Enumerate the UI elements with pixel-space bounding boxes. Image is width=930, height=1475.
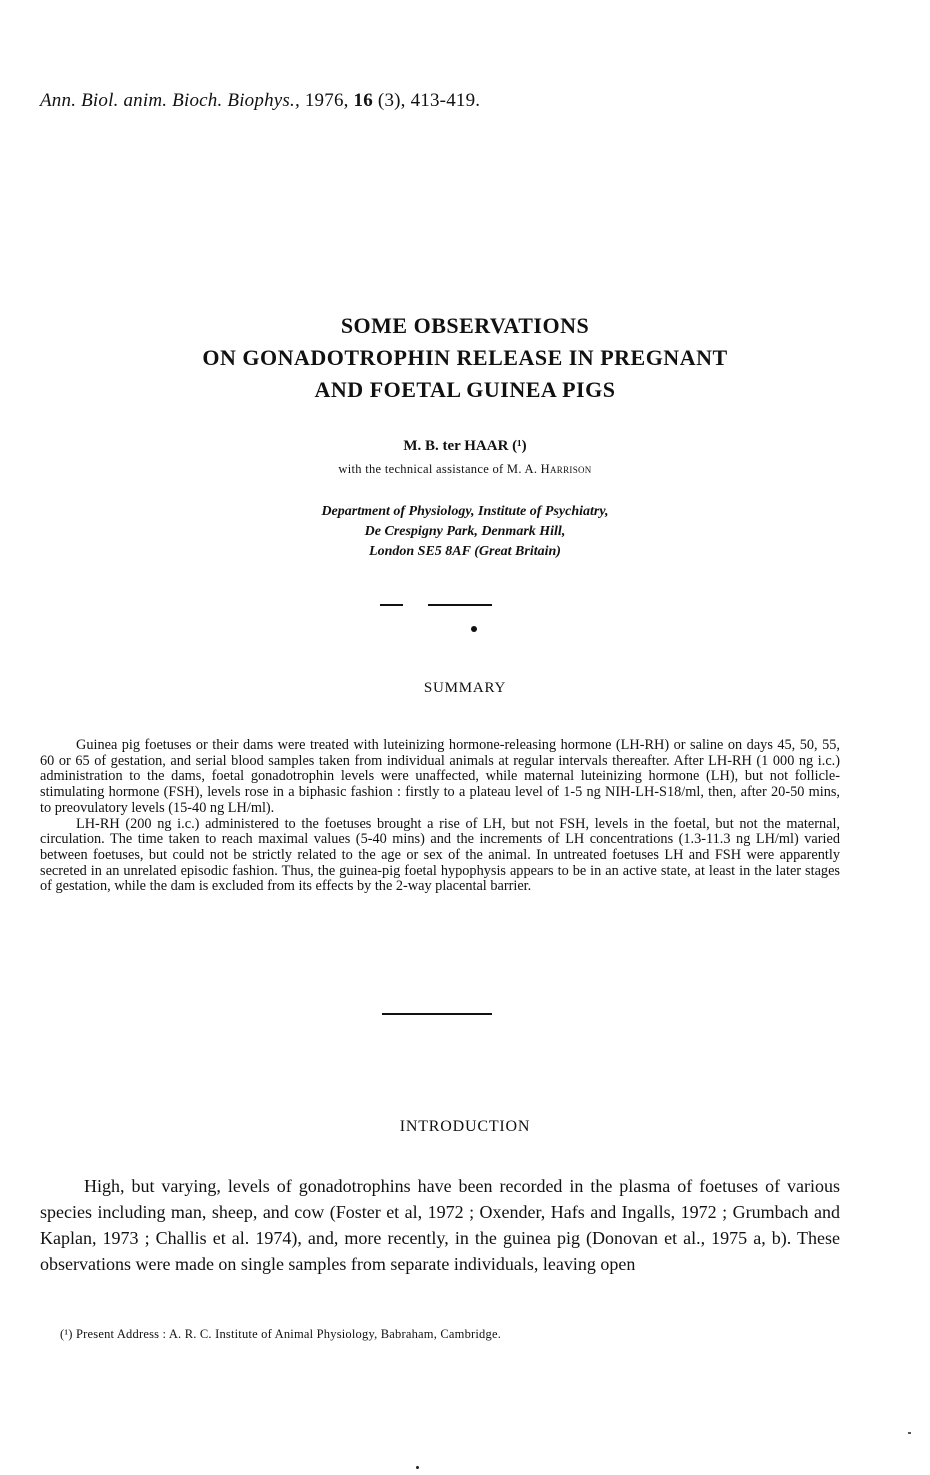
assistant-name: M. A. Harrison: [506, 462, 592, 476]
summary-body: [40, 738, 840, 895]
separator-dash-long: [428, 604, 492, 606]
introduction-paragraph-1: High, but varying, levels of gonadotrophins have been recorded in the plasma of foetuses of various species including man, sheep, and cow (Foster et al, 1972 ; Oxender, Hafs and Ingalls, 1972 ; Grumbach and Kaplan, 1973 ; Challis et al. 1974), and, more recently, in the guinea pig (Donovan et al., 1975 a, b). These observations were made on single samples from separate individuals, leaving open: [40, 1176, 840, 1274]
paper-title-line-2: ON GONADOTROPHIN RELEASE IN PREGNANT: [202, 345, 728, 370]
section-divider: [382, 1013, 492, 1015]
summary-heading: SUMMARY: [423, 680, 507, 696]
separator-dot: [471, 626, 477, 632]
paper-title-line-3: AND FOETAL GUINEA PIGS: [314, 377, 616, 402]
summary-paragraph-1: Guinea pig foetuses or their dams were treated with luteinizing hormone-releasing hormone (LH-RH) or saline on days 45, 50, 55, 60 or 65 of gestation, and serial blood samples taken from individual animals at regular intervals thereafter. After LH-RH (1 000 ng i.c.) administration to the dams, foetal gonadotrophin levels were unaffected, while maternal luteinizing hormone (LH), but not follicle-stimulating hormone (FSH), levels rose in a biphasic fashion : firstly to a plateau level of 1-5 ng NIH-LH-S18/ml, then, after 20-50 mins, to preovulatory levels (15-40 ng LH/ml).: [40, 737, 840, 816]
technical-assistance: [0, 462, 930, 477]
journal-issue-pages: (3), 413-419.: [372, 90, 481, 111]
affiliation-line-1: Department of Physiology, Institute of Psychiatry,: [321, 504, 609, 519]
paper-title-line-1: SOME OBSERVATIONS: [340, 313, 590, 338]
journal-citation: [40, 90, 480, 112]
affiliation-line-2: De Crespigny Park, Denmark Hill,: [364, 524, 566, 539]
journal-year: 1976,: [299, 90, 349, 111]
author-name: M. B. ter HAAR (¹): [403, 438, 527, 454]
affiliation-line-3: London SE5 8AF (Great Britain): [369, 544, 561, 559]
separator-dash-short: [380, 604, 403, 606]
footnote: (¹) Present Address : A. R. C. Institute of Animal Physiology, Babraham, Cambridge.: [60, 1327, 502, 1341]
scan-speck: [908, 1432, 911, 1434]
assistance-prefix: with the technical assistance of: [338, 462, 504, 476]
journal-name: Ann. Biol. anim. Bioch. Biophys.,: [40, 90, 300, 111]
summary-paragraph-2: LH-RH (200 ng i.c.) administered to the foetuses brought a rise of LH, but not FSH, levels in the foetal, but not the maternal, circulation. The time taken to reach maximal values (5-40 mins) and the increments of LH concentrations (1.3-11.3 ng LH/ml) varied between foetuses, but could not be strictly related to the age or sex of the animal. In untreated foetuses LH and FSH were apparently secreted in an unrelated episodic fashion. Thus, the guinea-pig foetal hypophysis appears to be in an active state, at least in the later stages of gestation, while the dam is excluded from its effects by the 2-way placental barrier.: [40, 815, 840, 895]
scan-speck: [416, 1466, 419, 1469]
journal-volume: 16: [348, 90, 373, 111]
introduction-body: [40, 1173, 840, 1277]
introduction-heading: INTRODUCTION: [399, 1118, 531, 1135]
